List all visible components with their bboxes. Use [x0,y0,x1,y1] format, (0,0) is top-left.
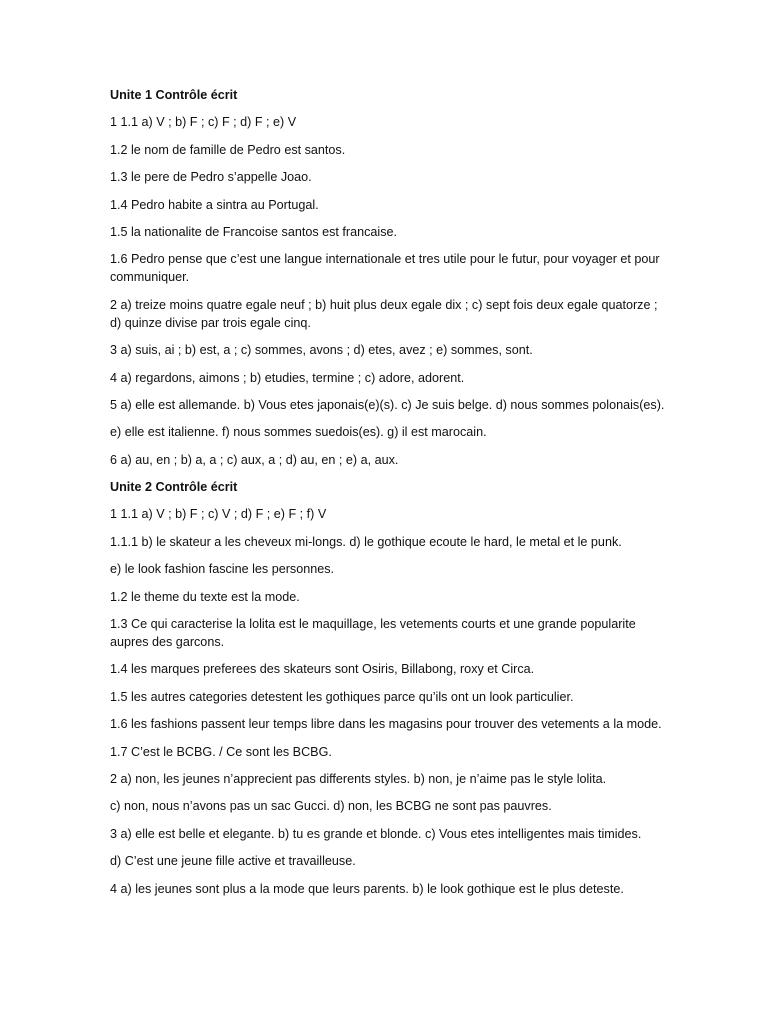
answer-paragraph: 1.1.1 b) le skateur a les cheveux mi-longs. d) le gothique ecoute le hard, le metal et le punk. [110,534,622,549]
answer-paragraph: e) elle est italienne. f) nous sommes suedois(es). g) il est marocain. [110,425,487,440]
section-heading: Unite 2 Contrôle écrit [110,480,238,495]
answer-paragraph: 5 a) elle est allemande. b) Vous etes japonais(e)(s). c) Je suis belge. d) nous sommes polonais(es). [110,397,665,412]
answer-paragraph: 2 a) treize moins quatre egale neuf ; b) huit plus deux egale dix ; c) sept fois deux egale quatorze ; d) quinze divise par trois egale cinq. [110,297,658,330]
answer-paragraph: 1.3 Ce qui caracterise la lolita est le maquillage, les vetements courts et une grande popularite aupres des garcons. [110,617,636,650]
answer-paragraph: 1.6 les fashions passent leur temps libre dans les magasins pour trouver des vetements a la mode. [110,717,662,732]
answer-paragraph: 1.5 la nationalite de Francoise santos est francaise. [110,224,398,239]
answer-paragraph: 1.6 Pedro pense que c’est une langue internationale et tres utile pour le futur, pour voyager et pour communiquer. [110,252,660,285]
answer-paragraph: 1.7 C’est le BCBG. / Ce sont les BCBG. [110,744,332,759]
answer-paragraph: 1 1.1 a) V ; b) F ; c) F ; d) F ; e) V [110,115,297,130]
answer-paragraph: d) C’est une jeune fille active et travailleuse. [110,854,356,869]
answer-paragraph: 1.2 le nom de famille de Pedro est santos. [110,142,346,157]
answer-paragraph: 3 a) suis, ai ; b) est, a ; c) sommes, avons ; d) etes, avez ; e) sommes, sont. [110,343,533,358]
answer-paragraph: 1.5 les autres categories detestent les gothiques parce qu’ils ont un look particulier. [110,689,574,704]
answer-paragraph: c) non, nous n’avons pas un sac Gucci. d) non, les BCBG ne sont pas pauvres. [110,799,552,814]
answer-paragraph: 1.2 le theme du texte est la mode. [110,589,300,604]
answer-paragraph: 3 a) elle est belle et elegante. b) tu es grande et blonde. c) Vous etes intelligentes mais timides. [110,826,642,841]
answer-paragraph: e) le look fashion fascine les personnes. [110,562,335,577]
document-body [110,86,665,907]
answer-paragraph: 4 a) les jeunes sont plus a la mode que leurs parents. b) le look gothique est le plus deteste. [110,881,624,896]
answer-paragraph: 2 a) non, les jeunes n’apprecient pas differents styles. b) non, je n’aime pas le style lolita. [110,771,607,786]
answer-paragraph: 4 a) regardons, aimons ; b) etudies, termine ; c) adore, adorent. [110,370,465,385]
answer-paragraph: 1 1.1 a) V ; b) F ; c) V ; d) F ; e) F ; f) V [110,507,327,522]
section-heading: Unite 1 Contrôle écrit [110,88,238,102]
answer-paragraph: 6 a) au, en ; b) a, a ; c) aux, a ; d) au, en ; e) a, aux. [110,452,399,467]
answer-paragraph: 1.4 Pedro habite a sintra au Portugal. [110,197,319,212]
answer-paragraph: 1.3 le pere de Pedro s’appelle Joao. [110,170,312,185]
answer-paragraph: 1.4 les marques preferees des skateurs sont Osiris, Billabong, roxy et Circa. [110,662,535,677]
